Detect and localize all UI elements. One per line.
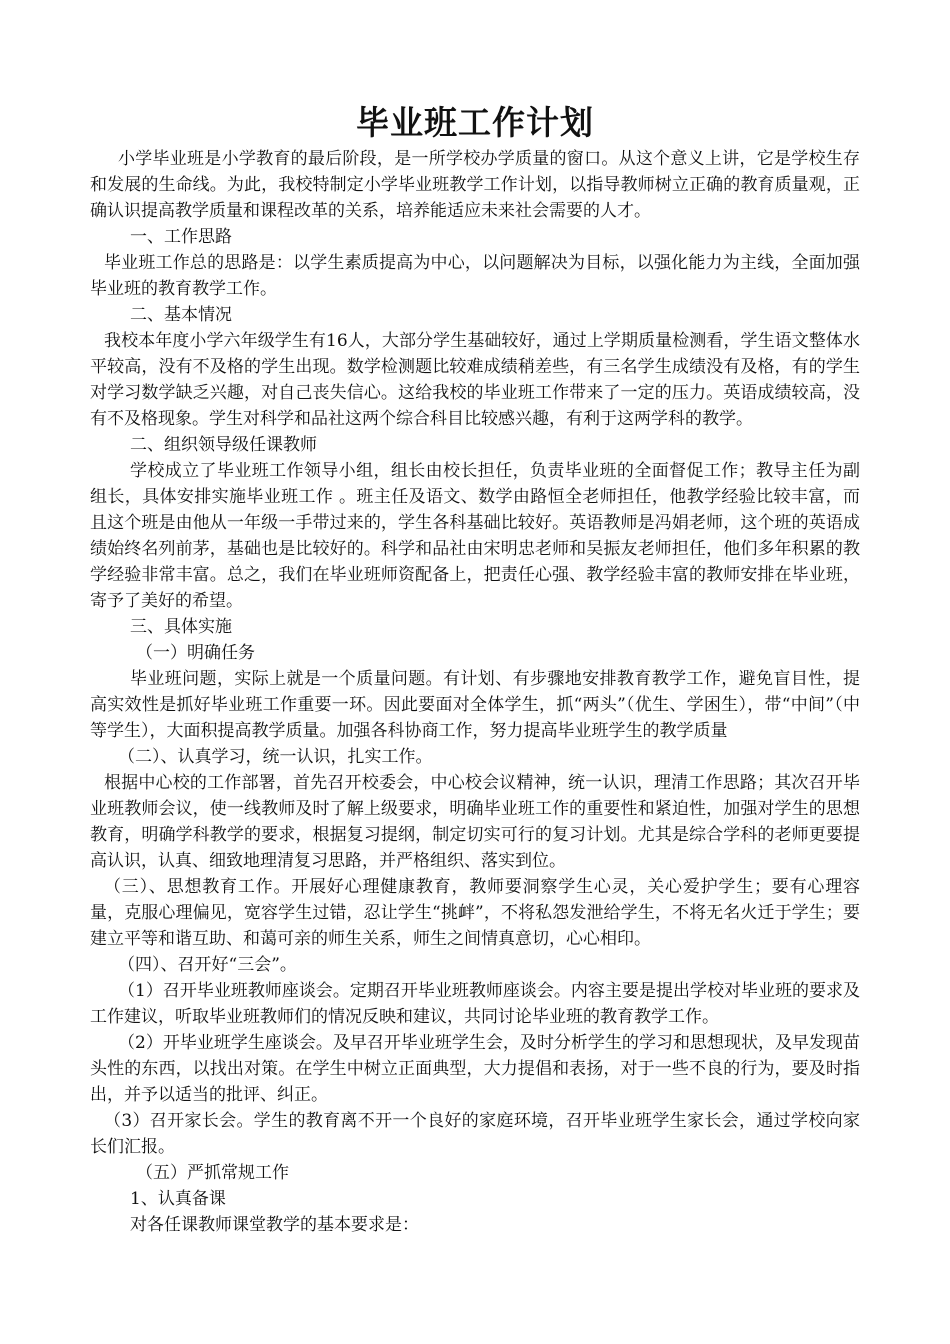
body-paragraph: 学校成立了毕业班工作领导小组，组长由校长担任，负责毕业班的全面督促工作；教导主任为副组长，具体安排实施毕业班工作 。班主任及语文、数学由路恒全老师担任，他教学经验比较丰富，而且这个班是由他从一年级一手带过来的，学生各科基础比较好。英语教师是冯娟老师，这个班的英语成绩始终名列前茅，基础也是比较好的。科学和品社由宋明忠老师和吴振友老师担任，他们多年积累的教学经验非常丰富。总之，我们在毕业班师资配备上，把责任心强、教学经验丰富的教师安排在毕业班，寄予了美好的希望。 [90, 461, 860, 611]
body-paragraph: 毕业班工作总的思路是：以学生素质提高为中心，以问题解决为目标，以强化能力为主线，全面加强毕业班的教育教学工作。 [90, 253, 860, 299]
list-item: （1）召开毕业班教师座谈会。定期召开毕业班教师座谈会。内容主要是提出学校对毕业班的要求及工作建议，听取毕业班教师们的情况反映和建议，共同讨论毕业班的教育教学工作。 [90, 981, 860, 1027]
page-title: 毕业班工作计划 [356, 103, 594, 142]
list-item: （3）召开家长会。学生的教育离不开一个良好的家庭环境，召开毕业班学生家长会，通过学校向家长们汇报。 [90, 1111, 860, 1157]
body-paragraph: （三）、思想教育工作。开展好心理健康教育，教师要洞察学生心灵，关心爱护学生；要有心理容量，克服心理偏见，宽容学生过错，忍让学生“挑衅”，不将私怨发泄给学生，不将无名火迁于学生；要建立平等和谐互助、和蔼可亲的师生关系，师生之间情真意切，心心相印。 [90, 877, 860, 949]
body-paragraph: 毕业班问题，实际上就是一个质量问题。有计划、有步骤地安排教育教学工作，避免盲目性，提高实效性是抓好毕业班工作重要一环。因此要面对全体学生，抓“两头”（优生、学困生），带“中间”（中等学生），大面积提高教学质量。加强各科协商工作，努力提高毕业班学生的教学质量 [90, 669, 860, 741]
body-paragraph: 根据中心校的工作部署，首先召开校委会，中心校会议精神，统一认识，理清工作思路；其次召开毕业班教师会议，使一线教师及时了解上级要求，明确毕业班工作的重要性和紧迫性，加强对学生的思想教育，明确学科教学的要求，根据复习提纲，制定切实可行的复习计划。尤其是综合学科的老师更要提高认识，认真、细致地理清复习思路，并严格组织、落实到位。 [90, 773, 860, 871]
subsection-heading: （二）、认真学习，统一认识，扎实工作。 [118, 747, 433, 767]
section-heading: 二、组织领导级任课教师 [130, 435, 317, 455]
section-heading: 三、具体实施 [130, 617, 232, 637]
subsection-heading: （一）明确任务 [136, 643, 255, 663]
document-page [90, 100, 860, 1238]
subsection-heading: （五）严抓常规工作 [136, 1163, 289, 1183]
section-heading: 二、基本情况 [130, 305, 232, 325]
body-paragraph: 对各任课教师课堂教学的基本要求是： [130, 1215, 419, 1235]
subsection-heading: （四）、召开好“三会”。 [118, 955, 297, 975]
item-heading: 1、认真备课 [130, 1189, 226, 1209]
body-paragraph: 我校本年度小学六年级学生有16人，大部分学生基础较好，通过上学期质量检测看，学生语文整体水平较高，没有不及格的学生出现。数学检测题比较难成绩稍差些，有三名学生成绩没有及格，有的学生对学习数学缺乏兴趣，对自己丧失信心。这给我校的毕业班工作带来了一定的压力。英语成绩较高，没有不及格现象。学生对科学和品社这两个综合科目比较感兴趣，有利于这两学科的教学。 [90, 331, 860, 429]
list-item: （2）开毕业班学生座谈会。及早召开毕业班学生会，及时分析学生的学习和思想现状，及早发现苗头性的东西，以找出对策。在学生中树立正面典型，大力提倡和表扬，对于一些不良的行为，要及时指出，并予以适当的批评、纠正。 [90, 1033, 860, 1105]
intro-paragraph: 小学毕业班是小学教育的最后阶段，是一所学校办学质量的窗口。从这个意义上讲，它是学校生存和发展的生命线。为此，我校特制定小学毕业班教学工作计划，以指导教师树立正确的教育质量观，正确认识提高教学质量和课程改革的关系，培养能适应未来社会需要的人才。 [90, 149, 860, 221]
section-heading: 一、工作思路 [130, 227, 232, 247]
